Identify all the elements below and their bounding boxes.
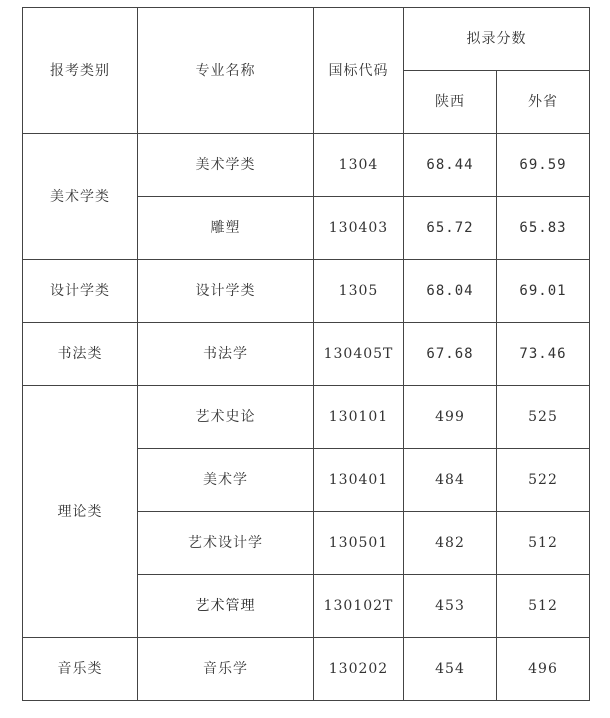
other-score-cell: 512 bbox=[497, 575, 590, 638]
shaanxi-score-cell: 68.04 bbox=[404, 260, 497, 323]
major-cell: 雕塑 bbox=[138, 197, 314, 260]
table-row bbox=[23, 260, 590, 323]
category-cell: 书法类 bbox=[23, 323, 138, 386]
shaanxi-score-cell: 68.44 bbox=[404, 134, 497, 197]
admission-score-table bbox=[22, 7, 590, 701]
category-cell: 设计学类 bbox=[23, 260, 138, 323]
shaanxi-score-cell: 482 bbox=[404, 512, 497, 575]
other-score-cell: 496 bbox=[497, 638, 590, 701]
code-cell: 130403 bbox=[314, 197, 404, 260]
header-shaanxi: 陕西 bbox=[404, 71, 497, 134]
table-row bbox=[23, 386, 590, 449]
other-score-cell: 522 bbox=[497, 449, 590, 512]
major-cell: 音乐学 bbox=[138, 638, 314, 701]
code-cell: 1305 bbox=[314, 260, 404, 323]
major-cell: 美术学 bbox=[138, 449, 314, 512]
code-cell: 130401 bbox=[314, 449, 404, 512]
code-cell: 130102T bbox=[314, 575, 404, 638]
header-row-top bbox=[23, 8, 590, 71]
shaanxi-score-cell: 499 bbox=[404, 386, 497, 449]
code-cell: 130405T bbox=[314, 323, 404, 386]
shaanxi-score-cell: 67.68 bbox=[404, 323, 497, 386]
header-category: 报考类别 bbox=[23, 8, 138, 134]
major-cell: 艺术史论 bbox=[138, 386, 314, 449]
shaanxi-score-cell: 454 bbox=[404, 638, 497, 701]
table-row bbox=[23, 134, 590, 197]
table-row bbox=[23, 638, 590, 701]
major-cell: 设计学类 bbox=[138, 260, 314, 323]
other-score-cell: 73.46 bbox=[497, 323, 590, 386]
header-other-province: 外省 bbox=[497, 71, 590, 134]
header-score-group: 拟录分数 bbox=[404, 8, 590, 71]
header-major: 专业名称 bbox=[138, 8, 314, 134]
header-code: 国标代码 bbox=[314, 8, 404, 134]
code-cell: 130202 bbox=[314, 638, 404, 701]
table-row bbox=[23, 323, 590, 386]
category-cell: 理论类 bbox=[23, 386, 138, 638]
major-cell: 美术学类 bbox=[138, 134, 314, 197]
shaanxi-score-cell: 65.72 bbox=[404, 197, 497, 260]
code-cell: 1304 bbox=[314, 134, 404, 197]
code-cell: 130501 bbox=[314, 512, 404, 575]
other-score-cell: 69.01 bbox=[497, 260, 590, 323]
major-cell: 艺术设计学 bbox=[138, 512, 314, 575]
other-score-cell: 69.59 bbox=[497, 134, 590, 197]
category-cell: 美术学类 bbox=[23, 134, 138, 260]
code-cell: 130101 bbox=[314, 386, 404, 449]
shaanxi-score-cell: 453 bbox=[404, 575, 497, 638]
shaanxi-score-cell: 484 bbox=[404, 449, 497, 512]
major-cell: 书法学 bbox=[138, 323, 314, 386]
other-score-cell: 525 bbox=[497, 386, 590, 449]
category-cell: 音乐类 bbox=[23, 638, 138, 701]
other-score-cell: 512 bbox=[497, 512, 590, 575]
admission-score-document bbox=[22, 7, 589, 701]
other-score-cell: 65.83 bbox=[497, 197, 590, 260]
major-cell: 艺术管理 bbox=[138, 575, 314, 638]
